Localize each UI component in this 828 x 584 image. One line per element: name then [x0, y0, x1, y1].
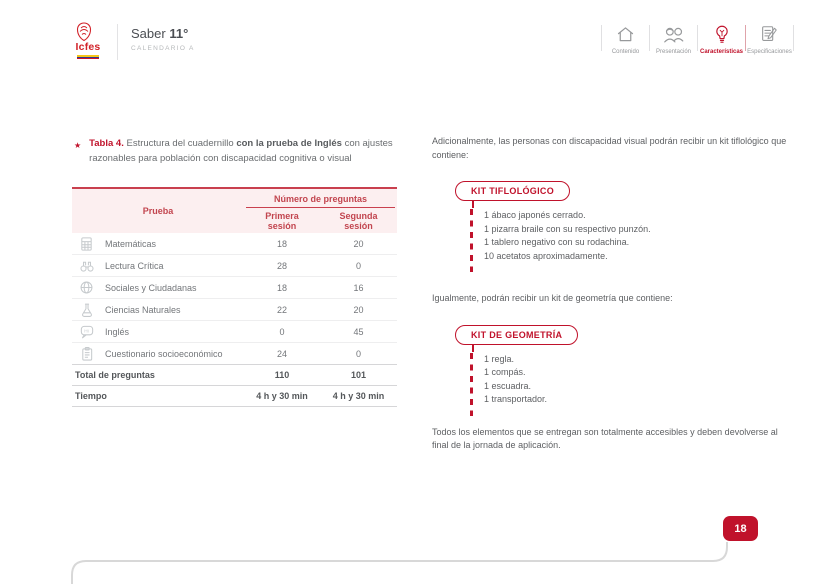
nav-item-caracteristicas[interactable] — [698, 22, 745, 55]
product-title: Saber 11° — [131, 26, 189, 41]
time-label: Tiempo — [75, 391, 107, 401]
table-total-row — [72, 365, 397, 386]
kit-item: 1 compás. — [484, 367, 526, 377]
table-row — [72, 343, 397, 365]
colombia-flag-bar — [77, 55, 99, 59]
paragraph-kit-geometria: Igualmente, podrán recibir un kit de geometría que contiene: — [432, 293, 673, 303]
ciencias-icon — [78, 302, 95, 318]
pill-connector-line — [472, 345, 474, 352]
table-row — [72, 233, 397, 255]
total-label: Total de preguntas — [75, 370, 155, 380]
kit-item: 1 tablero negativo con su rodachina. — [484, 237, 630, 247]
nav-item-especificaciones[interactable] — [746, 22, 793, 55]
nav-item-contenido[interactable] — [602, 22, 649, 55]
row-label: Ciencias Naturales — [105, 304, 181, 315]
table-row — [72, 299, 397, 321]
row-value-s2: 16 — [353, 282, 364, 293]
row-value-s1: 22 — [276, 304, 287, 315]
nav-label: Contenido — [611, 49, 640, 55]
icfes-logo-text: Icfes — [75, 41, 101, 53]
paragraph-accesibilidad: Todos los elementos que se entregan son totalmente accesibles y deben devolverse al final de la jornada de aplicación. — [432, 426, 778, 450]
document-pencil-icon — [758, 22, 781, 46]
table-caption — [72, 137, 397, 166]
ingles-icon — [78, 324, 95, 340]
nav-item-presentacion[interactable] — [650, 22, 697, 55]
row-value-s2: 20 — [353, 238, 364, 249]
row-value-s2: 0 — [355, 260, 361, 271]
kit-geometria-pill: KIT DE GEOMETRÍA — [455, 325, 578, 345]
row-value-s1: 18 — [276, 238, 287, 249]
row-label: Matemáticas — [105, 238, 157, 249]
nav-divider — [793, 25, 794, 51]
footer-decorative-curve — [0, 514, 828, 584]
cuestionario-icon — [78, 346, 95, 362]
row-value-s2: 0 — [355, 348, 361, 359]
matematicas-icon — [78, 236, 95, 252]
column-header-prueba: Prueba — [142, 206, 174, 216]
kit-tiflologico-items — [470, 208, 787, 265]
header-divider — [117, 24, 118, 60]
left-column — [72, 137, 397, 407]
row-value-s1: 24 — [276, 348, 287, 359]
svg-text:Hi: Hi — [83, 327, 89, 333]
kit-item: 1 regla. — [484, 353, 515, 364]
kit-item: 1 pizarra braile con su respectivo punzón. — [484, 223, 651, 234]
table-header — [72, 187, 397, 233]
page-number-badge: 18 — [723, 516, 758, 541]
sociales-icon — [78, 280, 95, 295]
kit-tiflologico-pill: KIT TIFLOLÓGICO — [455, 181, 570, 201]
kit-item: 10 acetatos aproximadamente. — [484, 250, 608, 261]
total-value-s1: 110 — [274, 370, 290, 380]
nav-label: Especificaciones — [747, 49, 792, 55]
kit-item: 1 ábaco japonés cerrado. — [484, 210, 586, 220]
column-header-segunda-sesion: Segunda sesión — [339, 210, 378, 231]
row-value-s2: 45 — [353, 326, 364, 337]
table-caption-text: Tabla 4. Estructura del cuadernillo con la prueba de Inglés con ajustes razonables para población con discapacidad cognitiva o visual — [89, 138, 393, 164]
row-value-s1: 0 — [279, 326, 285, 337]
table-row — [72, 277, 397, 299]
row-value-s1: 28 — [276, 260, 287, 271]
row-label: Cuestionario socioeconómico — [105, 348, 223, 359]
top-navigation — [601, 22, 794, 55]
right-column — [432, 135, 787, 453]
time-value-s1: 4 h y 30 min — [256, 391, 308, 401]
kit-item: 1 transportador. — [484, 394, 548, 404]
product-subtitle: CALENDARIO A — [131, 45, 195, 52]
column-header-primera-sesion: Primera sesión — [265, 210, 299, 231]
table-row — [72, 255, 397, 277]
table-time-row — [72, 386, 397, 407]
time-value-s2: 4 h y 30 min — [332, 391, 385, 401]
kit-geometria-items — [470, 352, 787, 409]
kit-geometria-block — [455, 325, 787, 409]
pill-connector-line — [472, 201, 474, 208]
paragraph-kit-tiflologico: Adicionalmente, las personas con discapacidad visual podrán recibir un kit tiflológico que contiene: — [432, 136, 787, 160]
row-label: Inglés — [105, 326, 130, 337]
kit-item: 1 escuadra. — [484, 380, 532, 391]
people-icon — [662, 22, 686, 46]
icfes-emblem-icon — [71, 21, 105, 43]
star-icon: ★ — [74, 141, 82, 150]
total-value-s2: 101 — [350, 370, 367, 380]
row-label: Sociales y Ciudadanas — [105, 282, 197, 293]
column-group-header: Número de preguntas — [246, 189, 395, 208]
icfes-logo — [71, 21, 105, 59]
row-value-s1: 18 — [276, 282, 287, 293]
lectura-critica-icon — [78, 258, 95, 274]
kit-tiflologico-block — [455, 181, 787, 265]
bulb-icon — [712, 22, 732, 46]
row-label: Lectura Crítica — [105, 260, 164, 271]
nav-label: Características — [699, 49, 744, 55]
nav-label: Presentación — [655, 49, 692, 55]
home-icon — [615, 22, 636, 46]
product-block — [131, 26, 195, 52]
exam-structure-table — [72, 187, 397, 407]
table-row — [72, 321, 397, 343]
row-value-s2: 20 — [353, 304, 364, 315]
